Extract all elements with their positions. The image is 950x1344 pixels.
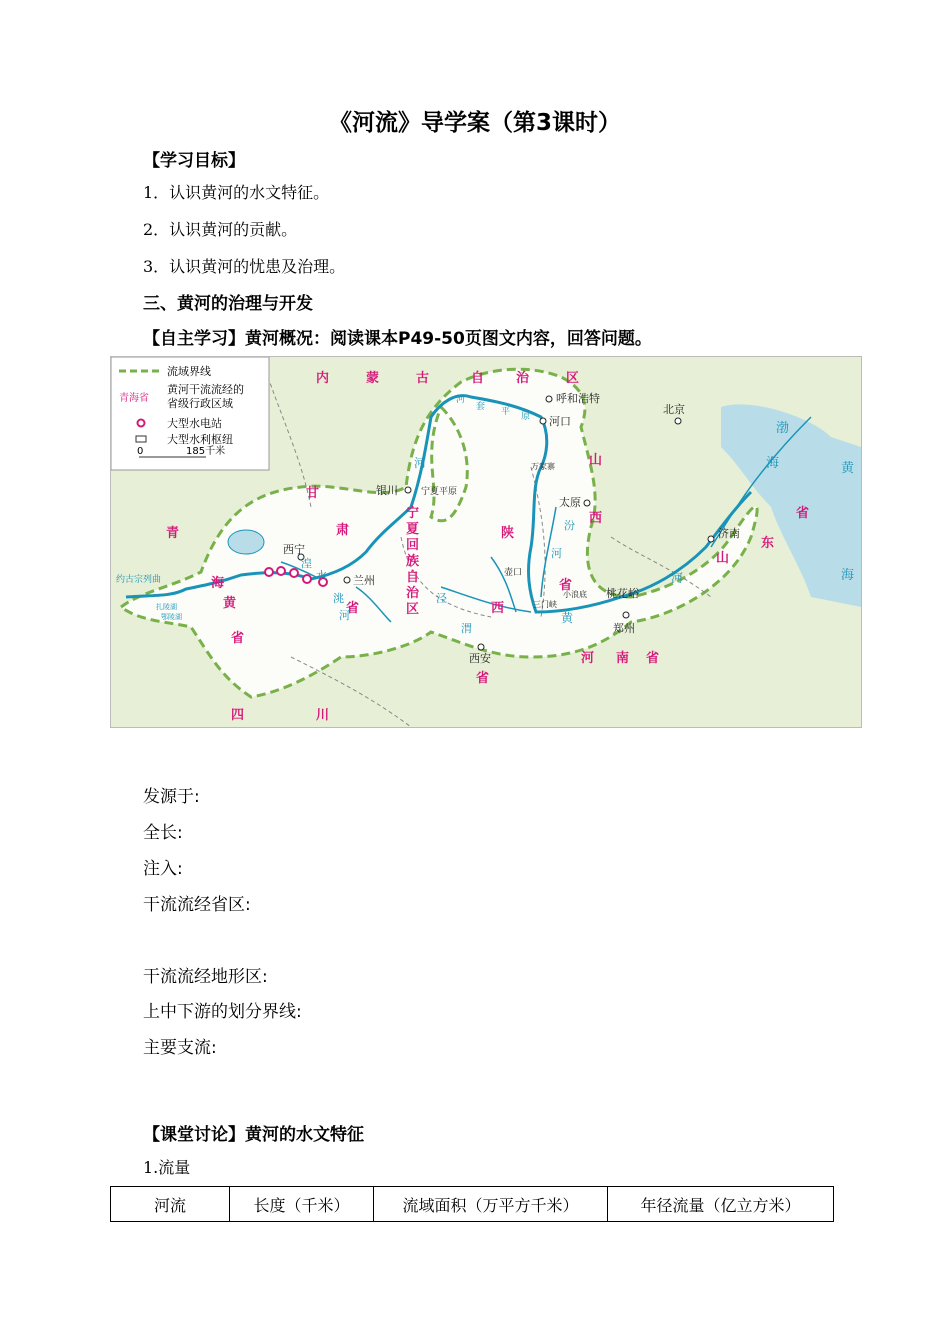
svg-text:鄂陵湖: 鄂陵湖 <box>161 613 182 621</box>
goal-item: 1．认识黄河的水文特征。 <box>143 183 330 202</box>
goal-item: 2．认识黄河的贡献。 <box>143 220 298 239</box>
svg-text:洮: 洮 <box>333 592 344 605</box>
table-header: 河流 <box>111 1187 230 1222</box>
svg-text:山: 山 <box>716 551 730 566</box>
svg-text:宁: 宁 <box>406 506 420 521</box>
svg-text:扎陵湖: 扎陵湖 <box>156 603 177 611</box>
table-header: 长度（千米） <box>230 1187 374 1222</box>
svg-text:河: 河 <box>456 395 466 405</box>
svg-text:省: 省 <box>476 671 490 686</box>
svg-text:渤: 渤 <box>776 421 790 436</box>
svg-text:呼和浩特: 呼和浩特 <box>556 392 600 405</box>
svg-text:套: 套 <box>476 402 486 412</box>
svg-text:原: 原 <box>521 412 531 422</box>
page-title: 《河流》导学案（第3课时） <box>328 110 621 136</box>
svg-text:万家寨: 万家寨 <box>531 462 555 471</box>
field-landforms: 干流流经地形区: <box>143 967 268 987</box>
legend-province-desc: 黄河干流流经的 <box>167 383 244 396</box>
svg-text:川: 川 <box>316 708 330 723</box>
field-length: 全长: <box>143 823 183 843</box>
self-study-heading: 【自主学习】黄河概况：阅读课本P49-50页图文内容，回答问题。 <box>143 329 652 349</box>
svg-text:区: 区 <box>566 371 580 386</box>
svg-text:北京: 北京 <box>663 403 685 416</box>
legend-dam: 大型水利枢纽 <box>167 433 233 446</box>
legend-hydro: 大型水电站 <box>167 417 222 430</box>
svg-text:治: 治 <box>516 371 530 386</box>
svg-text:河: 河 <box>551 547 562 560</box>
svg-text:青: 青 <box>166 526 180 541</box>
svg-text:济南: 济南 <box>718 527 740 540</box>
svg-text:河: 河 <box>414 456 427 470</box>
scale-zero: 0 <box>137 446 144 457</box>
field-tributaries: 主要支流: <box>143 1038 217 1058</box>
svg-text:湟: 湟 <box>301 557 312 570</box>
svg-text:黄: 黄 <box>841 461 855 476</box>
legend-boundary-label: 流域界线 <box>167 365 211 378</box>
svg-text:黄: 黄 <box>223 596 237 611</box>
svg-text:族: 族 <box>406 554 420 569</box>
svg-text:约古宗列曲: 约古宗列曲 <box>116 575 162 585</box>
svg-text:肃: 肃 <box>336 523 350 538</box>
svg-text:黄: 黄 <box>561 611 574 625</box>
svg-text:陕: 陕 <box>501 526 515 541</box>
table-header: 流域面积（万平方千米） <box>374 1187 608 1222</box>
svg-text:东: 东 <box>761 536 775 551</box>
svg-text:宁夏平原: 宁夏平原 <box>421 487 458 497</box>
svg-text:自: 自 <box>471 371 485 386</box>
svg-text:海: 海 <box>766 456 780 471</box>
svg-text:泾: 泾 <box>436 592 447 605</box>
svg-text:太原: 太原 <box>559 496 581 509</box>
scale-length: 185千米 <box>186 446 226 457</box>
svg-text:西: 西 <box>589 511 603 526</box>
svg-text:河: 河 <box>671 571 684 585</box>
svg-text:渭: 渭 <box>461 622 472 635</box>
svg-text:省: 省 <box>646 651 660 666</box>
legend-province-desc: 省级行政区域 <box>167 397 233 410</box>
qinghai-lake <box>228 530 264 554</box>
discussion-heading: 【课堂讨论】黄河的水文特征 <box>143 1125 364 1145</box>
field-source: 发源于: <box>143 787 200 807</box>
hydro-icon <box>138 420 145 427</box>
svg-text:水: 水 <box>316 569 327 582</box>
svg-text:壶口: 壶口 <box>504 568 523 578</box>
table-header: 年径流量（亿立方米） <box>608 1187 834 1222</box>
svg-text:河口: 河口 <box>549 415 571 428</box>
svg-text:山: 山 <box>589 453 603 468</box>
svg-text:西宁: 西宁 <box>283 543 305 556</box>
field-outlet: 注入: <box>143 859 183 879</box>
section-heading: 三、黄河的治理与开发 <box>143 294 313 314</box>
svg-text:蒙: 蒙 <box>366 371 380 386</box>
flow-item: 1.流量 <box>143 1158 191 1177</box>
svg-text:郑州: 郑州 <box>613 622 635 635</box>
svg-text:省: 省 <box>231 631 245 646</box>
svg-text:内: 内 <box>316 371 330 386</box>
svg-text:治: 治 <box>406 586 420 601</box>
svg-text:桃花峪: 桃花峪 <box>606 587 639 600</box>
svg-text:甘: 甘 <box>306 486 320 501</box>
svg-text:海: 海 <box>841 568 855 583</box>
svg-text:兰州: 兰州 <box>353 574 375 587</box>
svg-text:省: 省 <box>559 578 573 593</box>
svg-text:河: 河 <box>339 609 350 622</box>
svg-text:河: 河 <box>581 651 595 666</box>
svg-text:省: 省 <box>346 601 360 616</box>
svg-text:区: 区 <box>406 602 420 617</box>
svg-text:夏: 夏 <box>406 522 420 537</box>
svg-text:省: 省 <box>796 506 810 521</box>
field-boundaries: 上中下游的划分界线: <box>143 1002 302 1022</box>
svg-text:南: 南 <box>616 651 630 666</box>
svg-text:四: 四 <box>231 708 245 723</box>
svg-text:汾: 汾 <box>564 519 575 532</box>
svg-text:平: 平 <box>501 407 511 417</box>
svg-text:西: 西 <box>491 601 505 616</box>
svg-text:自: 自 <box>406 570 420 585</box>
svg-text:三门峡: 三门峡 <box>533 600 557 609</box>
svg-text:西安: 西安 <box>469 652 491 665</box>
svg-text:回: 回 <box>406 538 420 553</box>
svg-text:小浪底: 小浪底 <box>563 590 587 599</box>
svg-text:古: 古 <box>416 371 430 386</box>
river-data-table <box>110 1186 834 1222</box>
yellow-river-basin-map <box>110 356 862 728</box>
legend-province-sample: 青海省 <box>119 393 149 404</box>
goal-item: 3．认识黄河的忧患及治理。 <box>143 257 346 276</box>
svg-text:银川: 银川 <box>376 484 398 497</box>
goals-heading: 【学习目标】 <box>143 151 245 171</box>
svg-text:海: 海 <box>211 576 225 591</box>
field-provinces: 干流流经省区: <box>143 895 251 915</box>
